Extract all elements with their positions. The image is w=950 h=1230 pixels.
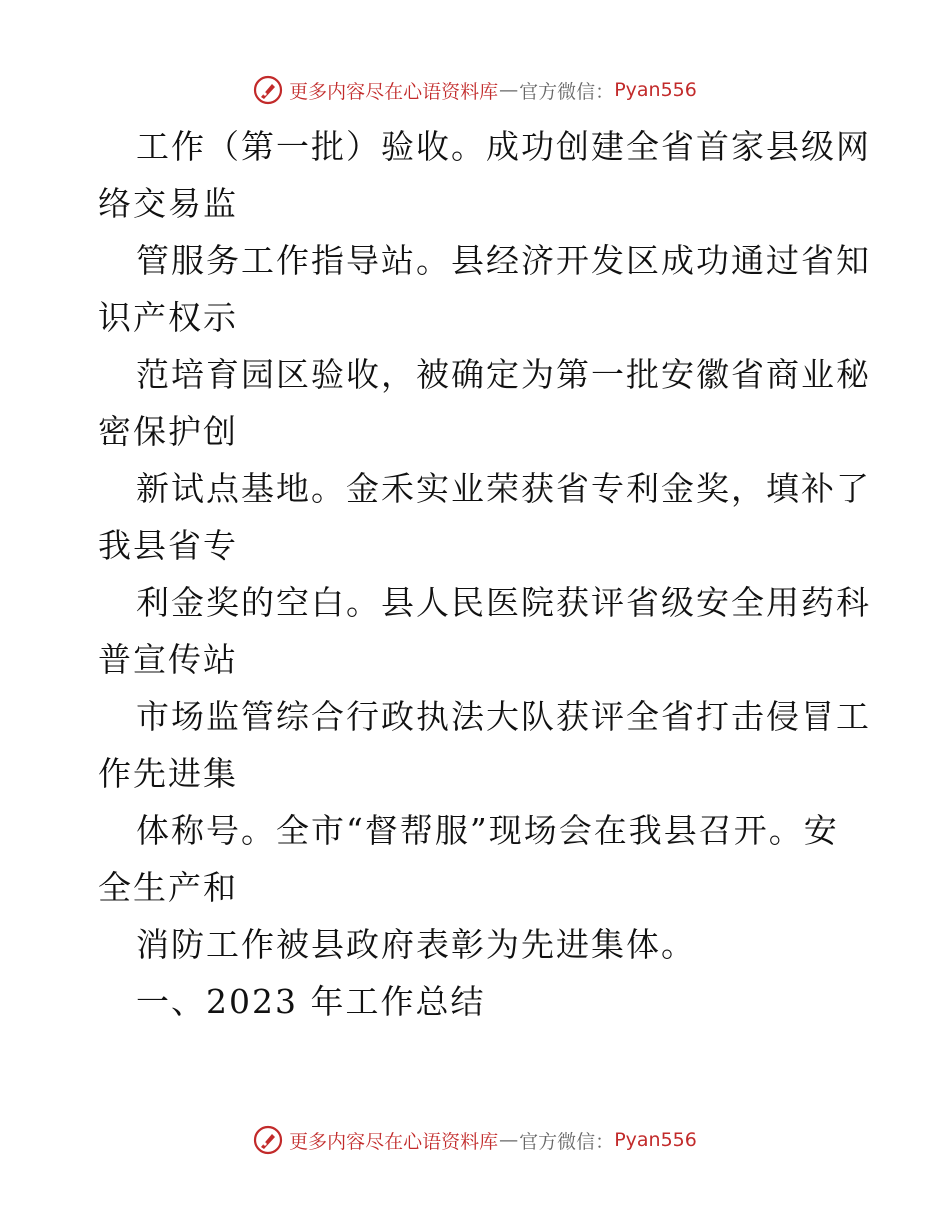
body-line: 消防工作被县政府表彰为先进集体。 (136, 925, 696, 964)
banner-site-text: 更多内容尽在心语资料库 (289, 1130, 499, 1153)
footer-banner (0, 1122, 950, 1158)
body-line: 络交易监 (98, 184, 238, 223)
body-line: 范培育园区验收，被确定为第一批安徽省商业秘 (136, 355, 871, 394)
body-line: 作先进集 (98, 754, 238, 793)
header-banner (0, 72, 950, 108)
pen-nib-logo-icon (253, 75, 283, 105)
body-text (98, 118, 871, 1030)
banner-wechat-id: Pyan556 (614, 79, 697, 101)
body-line: 管服务工作指导站。县经济开发区成功通过省知 (136, 241, 871, 280)
body-line: 新试点基地。金禾实业荣获省专利金奖，填补了 (136, 469, 871, 508)
pen-nib-logo-icon (253, 1125, 283, 1155)
body-line: 体称号。全市“督帮服”现场会在我县召开。安 (136, 811, 839, 850)
body-line: 市场监管综合行政执法大队获评全省打击侵冒工 (136, 697, 871, 736)
body-line: 全生产和 (98, 868, 238, 907)
banner-dash: — (499, 1129, 519, 1151)
body-line: 普宣传站 (98, 640, 238, 679)
section-heading: 一、2023 年工作总结 (136, 982, 486, 1021)
body-line: 我县省专 (98, 526, 238, 565)
body-line: 利金奖的空白。县人民医院获评省级安全用药科 (136, 583, 871, 622)
banner-dash: — (499, 79, 519, 101)
body-line: 密保护创 (98, 412, 238, 451)
banner-site-text: 更多内容尽在心语资料库 (289, 80, 499, 103)
banner-wechat-label: 官方微信： (519, 80, 615, 103)
body-line: 识产权示 (98, 298, 238, 337)
banner-wechat-label: 官方微信： (519, 1130, 615, 1153)
banner-wechat-id: Pyan556 (614, 1129, 697, 1151)
body-line: 工作（第一批）验收。成功创建全省首家县级网 (136, 127, 871, 166)
